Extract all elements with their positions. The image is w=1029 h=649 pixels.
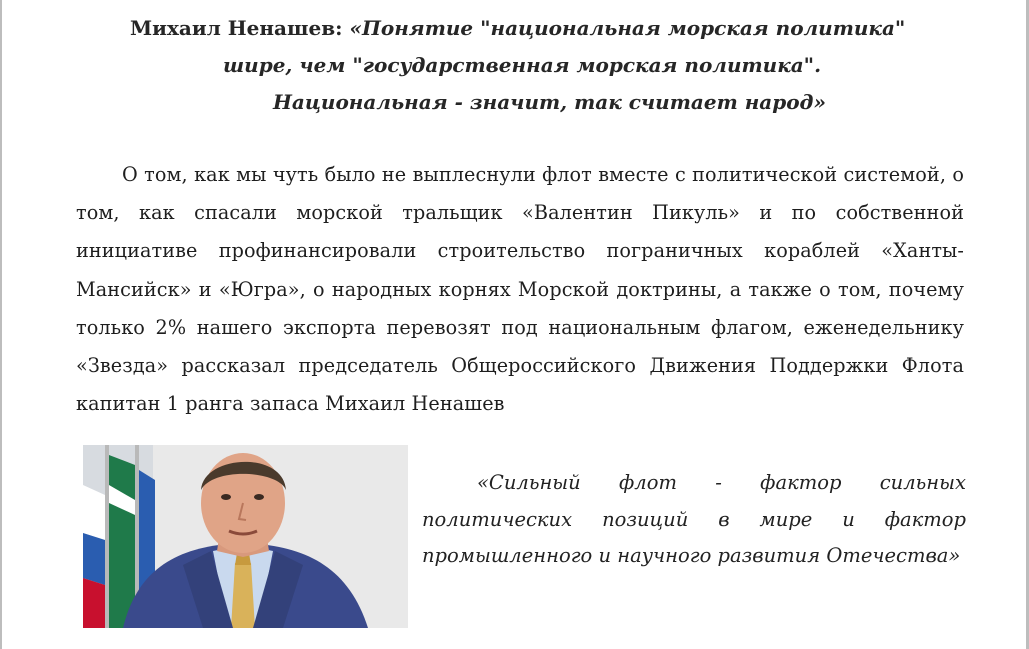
portrait-photo xyxy=(83,445,408,628)
lead-line: только 2% нашего экспорта перевозят под национальным флагом, еженедельнику xyxy=(76,315,964,339)
title-line-1 xyxy=(80,10,970,47)
lead-line: О том, как мы чуть было не выплеснули флот вместе с политической системой, о xyxy=(122,163,964,186)
title-line-3: Национальная - значит, так считает народ» xyxy=(273,90,826,114)
lead-line: Мансийск» и «Югра», о народных корнях Морской доктрины, а также о том, почему xyxy=(76,277,964,301)
lead-line: «Звезда» рассказал председатель Общероссийского Движения Поддержки Флота xyxy=(76,354,964,378)
flag-blue xyxy=(83,533,105,585)
title-line-2: шире, чем "государственная морская политика". xyxy=(223,53,822,77)
quote-line: «Сильный флот - фактор сильных xyxy=(477,471,966,494)
title-quote-part-1: «Понятие "национальная морская политика" xyxy=(349,16,906,40)
portrait-illustration xyxy=(83,445,408,628)
page-border-left xyxy=(0,0,2,649)
lead-line: капитан 1 ранга запаса Михаил Ненашев xyxy=(76,392,505,416)
flag-red xyxy=(83,578,105,628)
lead-paragraph xyxy=(76,156,964,423)
lead-line: том, как спасали морской тральщик «Валентин Пикуль» и по собственной xyxy=(76,201,964,225)
flag-green xyxy=(109,455,135,628)
article-title xyxy=(80,10,970,121)
lead-line: инициативе профинансировали строительство пограничных кораблей «Ханты- xyxy=(76,239,964,263)
pull-quote xyxy=(422,465,966,575)
title-speaker: Михаил Ненашев: xyxy=(130,16,343,40)
quote-line: промышленного и научного развития Отечества» xyxy=(422,544,961,567)
tie xyxy=(231,563,255,628)
quote-line: политических позиций в мире и фактор xyxy=(422,507,966,531)
